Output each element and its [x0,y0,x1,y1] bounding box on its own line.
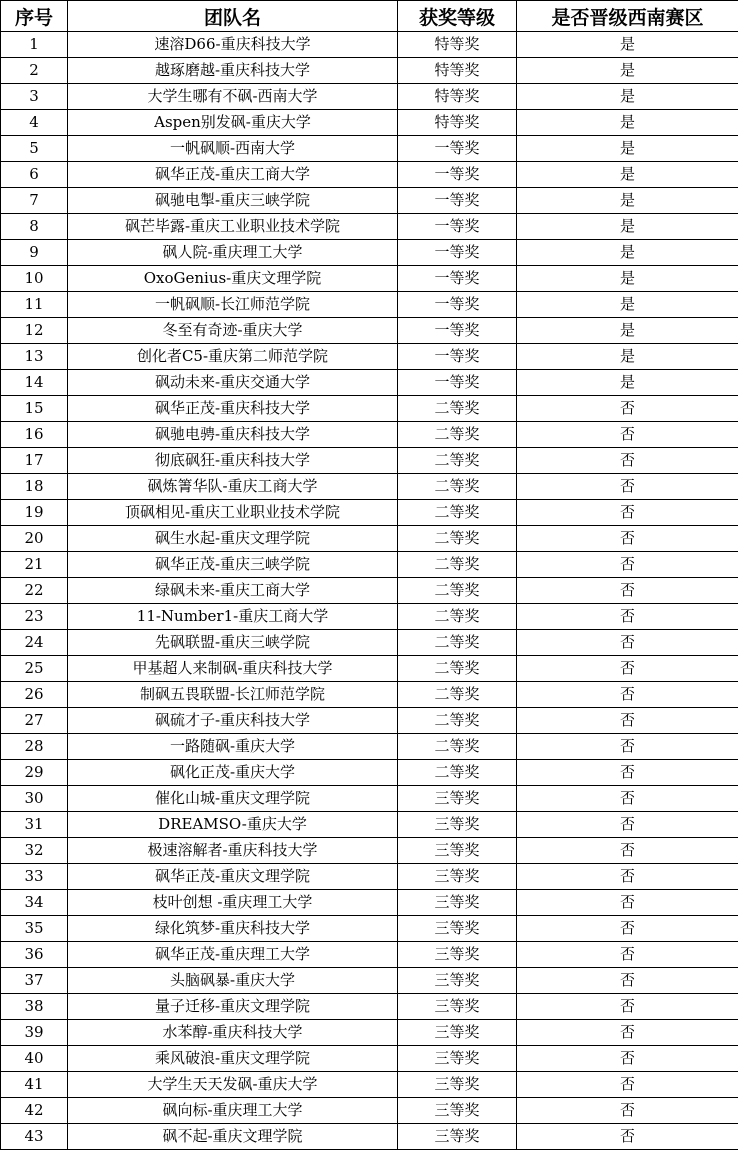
cell-advance[interactable]: 否 [517,474,738,500]
cell-award-level[interactable]: 二等奖 [398,760,517,786]
cell-advance[interactable]: 是 [517,370,738,396]
cell-team-name[interactable]: 制砜五畏联盟-长江师范学院 [68,682,398,708]
cell-index[interactable]: 16 [1,422,68,448]
cell-advance[interactable]: 否 [517,760,738,786]
cell-advance[interactable]: 是 [517,32,738,58]
cell-award-level[interactable]: 三等奖 [398,1020,517,1046]
cell-advance[interactable]: 是 [517,84,738,110]
cell-team-name[interactable]: 枝叶创想 -重庆理工大学 [68,890,398,916]
cell-index[interactable]: 37 [1,968,68,994]
cell-team-name[interactable]: 大学生天天发砜-重庆大学 [68,1072,398,1098]
cell-team-name[interactable]: 砜驰电骋-重庆科技大学 [68,422,398,448]
cell-advance[interactable]: 否 [517,1124,738,1150]
cell-advance[interactable]: 否 [517,916,738,942]
cell-team-name[interactable]: 量子迁移-重庆文理学院 [68,994,398,1020]
cell-index[interactable]: 18 [1,474,68,500]
cell-team-name[interactable]: 砜炼箐华队-重庆工商大学 [68,474,398,500]
cell-award-level[interactable]: 三等奖 [398,968,517,994]
cell-index[interactable]: 10 [1,266,68,292]
cell-index[interactable]: 42 [1,1098,68,1124]
cell-advance[interactable]: 是 [517,188,738,214]
cell-advance[interactable]: 否 [517,682,738,708]
cell-index[interactable]: 7 [1,188,68,214]
table-row [1,526,738,552]
cell-advance[interactable]: 否 [517,1072,738,1098]
table-row [1,1124,738,1150]
table-row [1,448,738,474]
cell-team-name[interactable]: 砜华正茂-重庆科技大学 [68,396,398,422]
table-row [1,864,738,890]
table-row [1,760,738,786]
cell-award-level[interactable]: 三等奖 [398,1124,517,1150]
cell-team-name[interactable]: 砜华正茂-重庆三峡学院 [68,552,398,578]
table-row [1,734,738,760]
cell-team-name[interactable]: 创化者C5-重庆第二师范学院 [68,344,398,370]
cell-team-name[interactable]: 砜向标-重庆理工大学 [68,1098,398,1124]
cell-team-name[interactable]: 绿化筑梦-重庆科技大学 [68,916,398,942]
cell-index[interactable]: 25 [1,656,68,682]
cell-award-level[interactable]: 一等奖 [398,292,517,318]
cell-advance[interactable]: 否 [517,1098,738,1124]
cell-index[interactable]: 19 [1,500,68,526]
cell-index[interactable]: 2 [1,58,68,84]
cell-team-name[interactable]: 催化山城-重庆文理学院 [68,786,398,812]
table-row [1,500,738,526]
cell-index[interactable]: 13 [1,344,68,370]
table-row [1,656,738,682]
cell-award-level[interactable]: 三等奖 [398,1046,517,1072]
cell-advance[interactable]: 否 [517,656,738,682]
table-row [1,968,738,994]
cell-award-level[interactable]: 二等奖 [398,734,517,760]
cell-award-level[interactable]: 一等奖 [398,240,517,266]
cell-index[interactable]: 3 [1,84,68,110]
table-row [1,240,738,266]
cell-advance[interactable]: 否 [517,526,738,552]
table-row [1,604,738,630]
table-row [1,942,738,968]
table-row [1,162,738,188]
cell-team-name[interactable]: 一路随砜-重庆大学 [68,734,398,760]
cell-team-name[interactable]: 乘风破浪-重庆文理学院 [68,1046,398,1072]
header-advance-southwest[interactable]: 是否晋级西南赛区 [517,1,738,32]
cell-award-level[interactable]: 二等奖 [398,578,517,604]
cell-team-name[interactable]: 砜人院-重庆理工大学 [68,240,398,266]
cell-advance[interactable]: 否 [517,838,738,864]
cell-award-level[interactable]: 二等奖 [398,656,517,682]
cell-award-level[interactable]: 二等奖 [398,448,517,474]
cell-award-level[interactable]: 三等奖 [398,812,517,838]
cell-award-level[interactable]: 一等奖 [398,136,517,162]
cell-award-level[interactable]: 二等奖 [398,500,517,526]
cell-advance[interactable]: 否 [517,396,738,422]
cell-index[interactable]: 4 [1,110,68,136]
table-row [1,188,738,214]
table-row [1,630,738,656]
cell-index[interactable]: 23 [1,604,68,630]
cell-team-name[interactable]: 一帆砜顺-长江师范学院 [68,292,398,318]
cell-advance[interactable]: 否 [517,786,738,812]
cell-index[interactable]: 43 [1,1124,68,1150]
cell-index[interactable]: 12 [1,318,68,344]
cell-index[interactable]: 24 [1,630,68,656]
cell-team-name[interactable]: OxoGenius-重庆文理学院 [68,266,398,292]
cell-index[interactable]: 40 [1,1046,68,1072]
cell-advance[interactable]: 否 [517,578,738,604]
cell-index[interactable]: 31 [1,812,68,838]
table-row [1,1072,738,1098]
cell-index[interactable]: 29 [1,760,68,786]
cell-award-level[interactable]: 三等奖 [398,1072,517,1098]
cell-team-name[interactable]: 11-Number1-重庆工商大学 [68,604,398,630]
cell-advance[interactable]: 否 [517,552,738,578]
cell-award-level[interactable]: 三等奖 [398,994,517,1020]
cell-advance[interactable]: 否 [517,812,738,838]
cell-advance[interactable]: 否 [517,1046,738,1072]
cell-advance[interactable]: 否 [517,422,738,448]
cell-award-level[interactable]: 二等奖 [398,396,517,422]
cell-advance[interactable]: 否 [517,942,738,968]
cell-index[interactable]: 6 [1,162,68,188]
cell-index[interactable]: 38 [1,994,68,1020]
cell-advance[interactable]: 是 [517,292,738,318]
cell-index[interactable]: 8 [1,214,68,240]
table-row [1,318,738,344]
cell-award-level[interactable]: 一等奖 [398,188,517,214]
cell-team-name[interactable]: Aspen别发砜-重庆大学 [68,110,398,136]
cell-award-level[interactable]: 特等奖 [398,84,517,110]
cell-award-level[interactable]: 二等奖 [398,604,517,630]
cell-index[interactable]: 28 [1,734,68,760]
cell-team-name[interactable]: 砜硫才子-重庆科技大学 [68,708,398,734]
header-index[interactable]: 序号 [1,1,68,32]
cell-advance[interactable]: 是 [517,266,738,292]
cell-team-name[interactable]: 甲基超人来制砜-重庆科技大学 [68,656,398,682]
cell-index[interactable]: 41 [1,1072,68,1098]
table-row [1,136,738,162]
cell-team-name[interactable]: 砜不起-重庆文理学院 [68,1124,398,1150]
cell-team-name[interactable]: 一帆砜顺-西南大学 [68,136,398,162]
cell-team-name[interactable]: 砜动未来-重庆交通大学 [68,370,398,396]
cell-award-level[interactable]: 二等奖 [398,630,517,656]
cell-award-level[interactable]: 特等奖 [398,58,517,84]
cell-index[interactable]: 27 [1,708,68,734]
table-row [1,708,738,734]
cell-advance[interactable]: 是 [517,136,738,162]
cell-team-name[interactable]: 砜生水起-重庆文理学院 [68,526,398,552]
cell-award-level[interactable]: 三等奖 [398,1098,517,1124]
cell-advance[interactable]: 是 [517,318,738,344]
cell-award-level[interactable]: 三等奖 [398,942,517,968]
cell-team-name[interactable]: 砜驰电掣-重庆三峡学院 [68,188,398,214]
table-row [1,396,738,422]
cell-index[interactable]: 14 [1,370,68,396]
cell-advance[interactable]: 否 [517,500,738,526]
table-row [1,890,738,916]
cell-team-name[interactable]: 冬至有奇迹-重庆大学 [68,318,398,344]
cell-advance[interactable]: 是 [517,240,738,266]
cell-team-name[interactable]: 大学生哪有不砜-西南大学 [68,84,398,110]
cell-team-name[interactable]: 砜化正茂-重庆大学 [68,760,398,786]
cell-index[interactable]: 34 [1,890,68,916]
table-row [1,1098,738,1124]
cell-advance[interactable]: 否 [517,994,738,1020]
cell-advance[interactable]: 否 [517,890,738,916]
cell-team-name[interactable]: DREAMSO-重庆大学 [68,812,398,838]
table-row [1,838,738,864]
cell-team-name[interactable]: 绿砜未来-重庆工商大学 [68,578,398,604]
table-row [1,370,738,396]
header-award-level[interactable]: 获奖等级 [398,1,517,32]
table-row [1,292,738,318]
cell-advance[interactable]: 是 [517,214,738,240]
cell-team-name[interactable]: 极速溶解者-重庆科技大学 [68,838,398,864]
table-body [1,32,738,1150]
table-row [1,32,738,58]
cell-award-level[interactable]: 特等奖 [398,32,517,58]
cell-index[interactable]: 17 [1,448,68,474]
cell-team-name[interactable]: 先砜联盟-重庆三峡学院 [68,630,398,656]
cell-award-level[interactable]: 三等奖 [398,864,517,890]
header-team-name[interactable]: 团队名 [68,1,398,32]
cell-index[interactable]: 39 [1,1020,68,1046]
cell-team-name[interactable]: 彻底砜狂-重庆科技大学 [68,448,398,474]
cell-index[interactable]: 15 [1,396,68,422]
cell-advance[interactable]: 否 [517,1020,738,1046]
cell-award-level[interactable]: 二等奖 [398,682,517,708]
cell-team-name[interactable]: 水苯醇-重庆科技大学 [68,1020,398,1046]
cell-team-name[interactable]: 速溶D66-重庆科技大学 [68,32,398,58]
cell-index[interactable]: 9 [1,240,68,266]
cell-advance[interactable]: 是 [517,110,738,136]
cell-advance[interactable]: 否 [517,630,738,656]
cell-index[interactable]: 22 [1,578,68,604]
cell-award-level[interactable]: 二等奖 [398,552,517,578]
cell-advance[interactable]: 否 [517,708,738,734]
cell-advance[interactable]: 是 [517,58,738,84]
cell-award-level[interactable]: 三等奖 [398,890,517,916]
cell-index[interactable]: 30 [1,786,68,812]
cell-award-level[interactable]: 三等奖 [398,786,517,812]
table-row [1,266,738,292]
table-row [1,1020,738,1046]
cell-award-level[interactable]: 二等奖 [398,708,517,734]
cell-award-level[interactable]: 二等奖 [398,526,517,552]
table-row [1,812,738,838]
cell-index[interactable]: 11 [1,292,68,318]
cell-advance[interactable]: 否 [517,968,738,994]
table-row [1,994,738,1020]
cell-advance[interactable]: 是 [517,344,738,370]
cell-team-name[interactable]: 砜华正茂-重庆理工大学 [68,942,398,968]
cell-advance[interactable]: 是 [517,162,738,188]
table-row [1,422,738,448]
cell-team-name[interactable]: 砜华正茂-重庆文理学院 [68,864,398,890]
cell-award-level[interactable]: 三等奖 [398,838,517,864]
cell-index[interactable]: 26 [1,682,68,708]
cell-index[interactable]: 5 [1,136,68,162]
cell-award-level[interactable]: 三等奖 [398,916,517,942]
table-row [1,578,738,604]
cell-team-name[interactable]: 顶砜相见-重庆工业职业技术学院 [68,500,398,526]
table-row [1,1046,738,1072]
table-row [1,786,738,812]
cell-award-level[interactable]: 特等奖 [398,110,517,136]
table-row [1,344,738,370]
table-row [1,682,738,708]
cell-advance[interactable]: 否 [517,448,738,474]
table-row [1,84,738,110]
table-row [1,916,738,942]
cell-award-level[interactable]: 一等奖 [398,318,517,344]
cell-advance[interactable]: 否 [517,864,738,890]
cell-index[interactable]: 33 [1,864,68,890]
cell-advance[interactable]: 否 [517,604,738,630]
cell-index[interactable]: 32 [1,838,68,864]
cell-index[interactable]: 36 [1,942,68,968]
cell-index[interactable]: 1 [1,32,68,58]
table-row [1,110,738,136]
cell-award-level[interactable]: 一等奖 [398,214,517,240]
cell-award-level[interactable]: 二等奖 [398,422,517,448]
cell-team-name[interactable]: 越琢磨越-重庆科技大学 [68,58,398,84]
cell-award-level[interactable]: 一等奖 [398,266,517,292]
cell-advance[interactable]: 否 [517,734,738,760]
table-row [1,552,738,578]
cell-team-name[interactable]: 头脑砜暴-重庆大学 [68,968,398,994]
cell-award-level[interactable]: 一等奖 [398,162,517,188]
cell-index[interactable]: 35 [1,916,68,942]
cell-team-name[interactable]: 砜华正茂-重庆工商大学 [68,162,398,188]
header-row [1,1,738,32]
table-row [1,474,738,500]
cell-team-name[interactable]: 砜芒毕露-重庆工业职业技术学院 [68,214,398,240]
cell-index[interactable]: 20 [1,526,68,552]
table-row [1,214,738,240]
cell-award-level[interactable]: 一等奖 [398,344,517,370]
cell-index[interactable]: 21 [1,552,68,578]
cell-award-level[interactable]: 一等奖 [398,370,517,396]
cell-award-level[interactable]: 二等奖 [398,474,517,500]
table-row [1,58,738,84]
